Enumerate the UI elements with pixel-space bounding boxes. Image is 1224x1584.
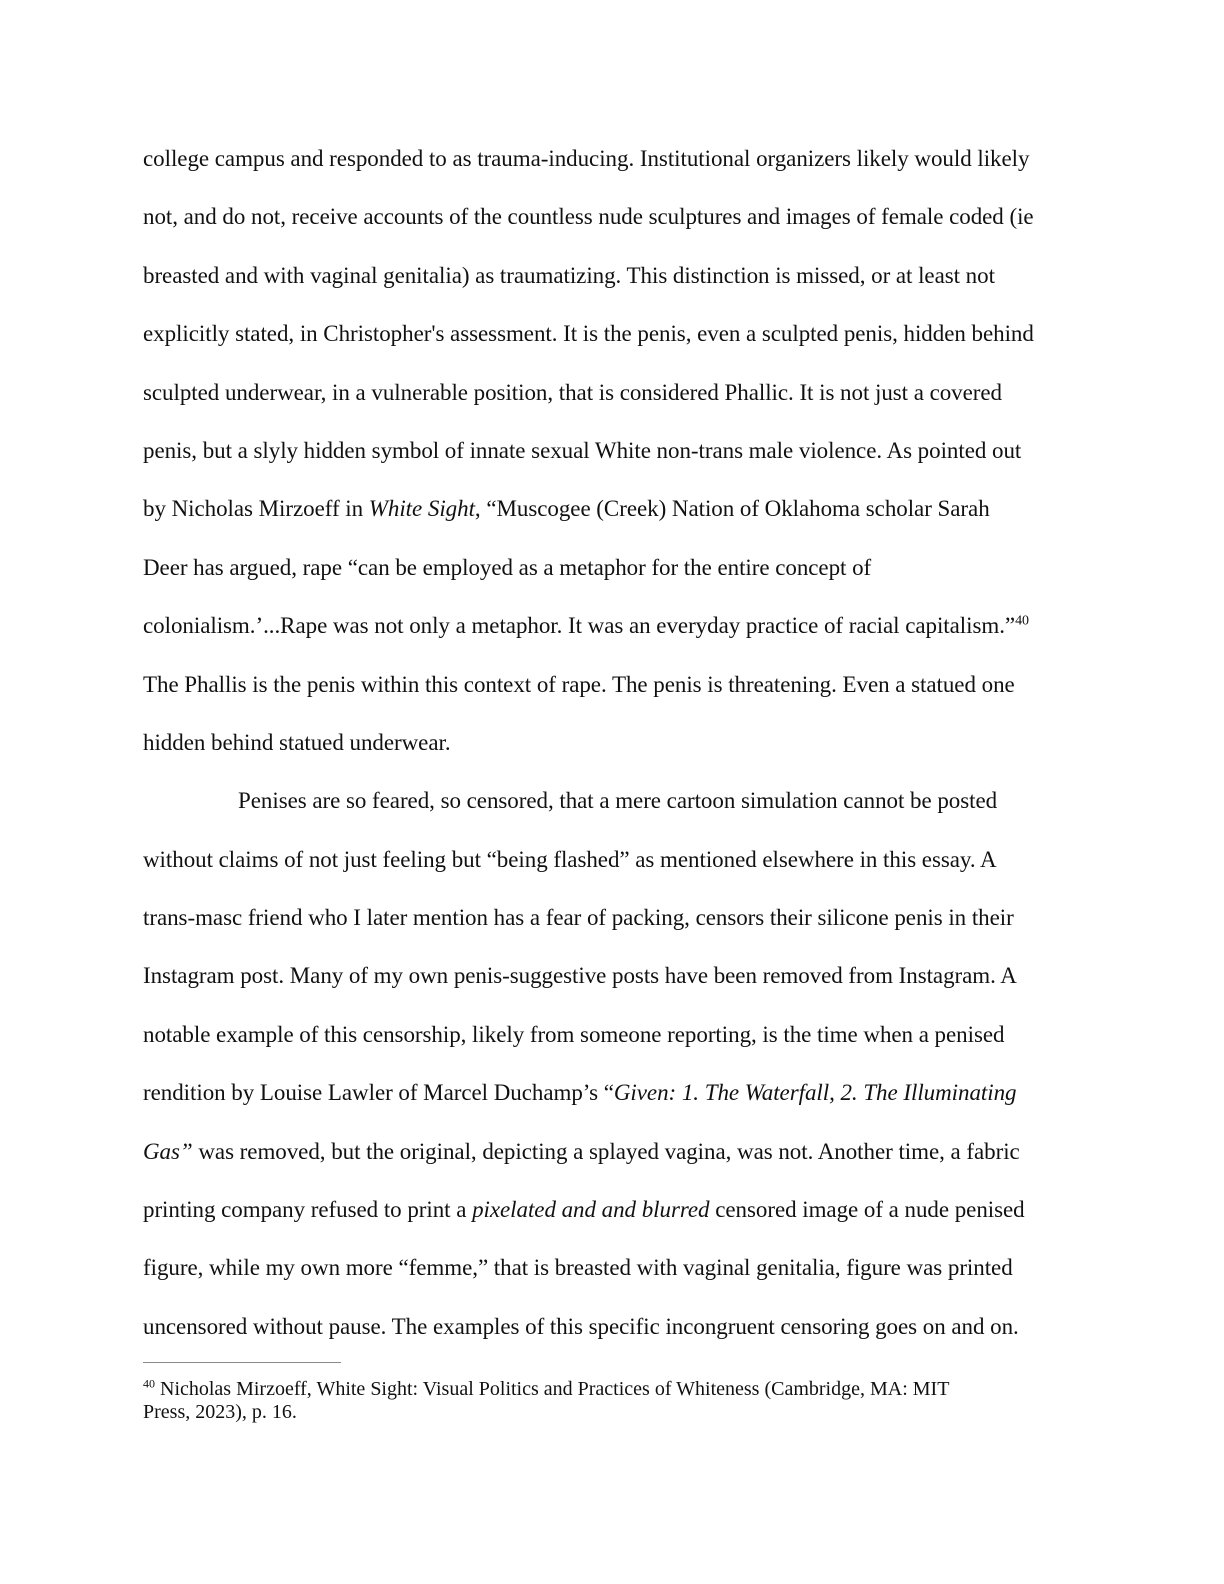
text-segment: Deer has argued, rape “can be employed as a metaphor for the entire concept of	[143, 554, 872, 580]
footnote-text: Nicholas Mirzoeff, White Sight: Visual Politics and Practices of Whiteness (Cambridge, MA: MIT	[155, 1378, 950, 1400]
text-line	[143, 247, 1083, 305]
footnote-line-2: Press, 2023), p. 16.	[143, 1401, 297, 1423]
text-segment: White Sight	[368, 496, 475, 522]
text-line	[143, 889, 1083, 947]
text-line	[143, 1181, 1083, 1239]
text-line	[143, 947, 1083, 1005]
text-line	[143, 364, 1083, 422]
footnote-reference: 40	[1015, 613, 1029, 629]
text-line	[143, 772, 1083, 830]
text-line	[143, 188, 1083, 246]
footnote-40	[143, 1378, 1083, 1424]
text-line	[143, 1239, 1083, 1297]
text-segment: by Nicholas Mirzoeff in	[143, 496, 369, 522]
text-line	[143, 130, 1083, 188]
text-segment: penis, but a slyly hidden symbol of innate sexual White non-trans male violence. As pointed out	[143, 437, 1022, 463]
text-segment: trans-masc friend who I later mention has a fear of packing, censors their silicone penis in their	[143, 905, 1014, 931]
text-segment: Given: 1. The Waterfall, 2. The Illuminating	[613, 1080, 1017, 1106]
text-line	[143, 1006, 1083, 1064]
text-line	[143, 1123, 1083, 1181]
text-segment: censored image of a nude penised	[709, 1197, 1025, 1223]
text-segment: printing company refused to print a	[143, 1197, 473, 1223]
text-line	[143, 480, 1083, 538]
text-segment: , “Muscogee (Creek) Nation of Oklahoma scholar Sarah	[474, 496, 990, 522]
text-segment: pixelated and and blurred	[472, 1197, 710, 1223]
text-segment: sculpted underwear, in a vulnerable position, that is considered Phallic. It is not just a covered	[143, 379, 1003, 405]
text-segment: explicitly stated, in Christopher's assessment. It is the penis, even a sculpted penis, hidden behind	[143, 321, 1034, 347]
text-line	[143, 714, 1083, 772]
text-segment: hidden behind statued underwear.	[143, 729, 451, 755]
text-segment: The Phallis is the penis within this context of rape. The penis is threatening. Even a statued one	[143, 671, 1015, 697]
text-line	[143, 1298, 1083, 1356]
footnote-line-1	[143, 1378, 1083, 1401]
text-line	[143, 1064, 1083, 1122]
text-segment: not, and do not, receive accounts of the countless nude sculptures and images of female coded (ie	[143, 204, 1034, 230]
text-segment: colonialism.’...Rape was not only a metaphor. It was an everyday practice of racial capitalism.”	[143, 613, 1016, 639]
text-line	[143, 305, 1083, 363]
text-segment: notable example of this censorship, likely from someone reporting, is the time when a penised	[143, 1021, 1005, 1047]
text-line	[143, 656, 1083, 714]
text-line	[143, 539, 1083, 597]
footnote-marker: 40	[143, 1376, 155, 1391]
text-segment: rendition by Louise Lawler of Marcel Duchamp’s “	[143, 1080, 614, 1106]
text-line	[143, 422, 1083, 480]
text-segment: was removed, but the original, depicting a splayed vagina, was not. Another time, a fabric	[192, 1138, 1020, 1164]
text-segment: college campus and responded to as trauma-inducing. Institutional organizers likely would likely	[143, 146, 1030, 171]
text-line	[143, 831, 1083, 889]
footnote-separator	[143, 1362, 341, 1363]
text-line	[143, 597, 1083, 655]
text-segment: Instagram post. Many of my own penis-suggestive posts have been removed from Instagram. A	[143, 963, 1017, 989]
body-text	[143, 130, 1083, 1356]
text-segment: figure, while my own more “femme,” that is breasted with vaginal genitalia, figure was printed	[143, 1255, 1013, 1281]
text-segment: uncensored without pause. The examples of this specific incongruent censoring goes on and on.	[143, 1313, 1019, 1339]
text-segment: Gas”	[143, 1138, 193, 1164]
text-segment: without claims of not just feeling but “being flashed” as mentioned elsewhere in this essay. A	[143, 846, 997, 872]
text-segment: Penises are so feared, so censored, that a mere cartoon simulation cannot be posted	[238, 788, 998, 814]
text-segment: breasted and with vaginal genitalia) as traumatizing. This distinction is missed, or at least not	[143, 262, 995, 288]
